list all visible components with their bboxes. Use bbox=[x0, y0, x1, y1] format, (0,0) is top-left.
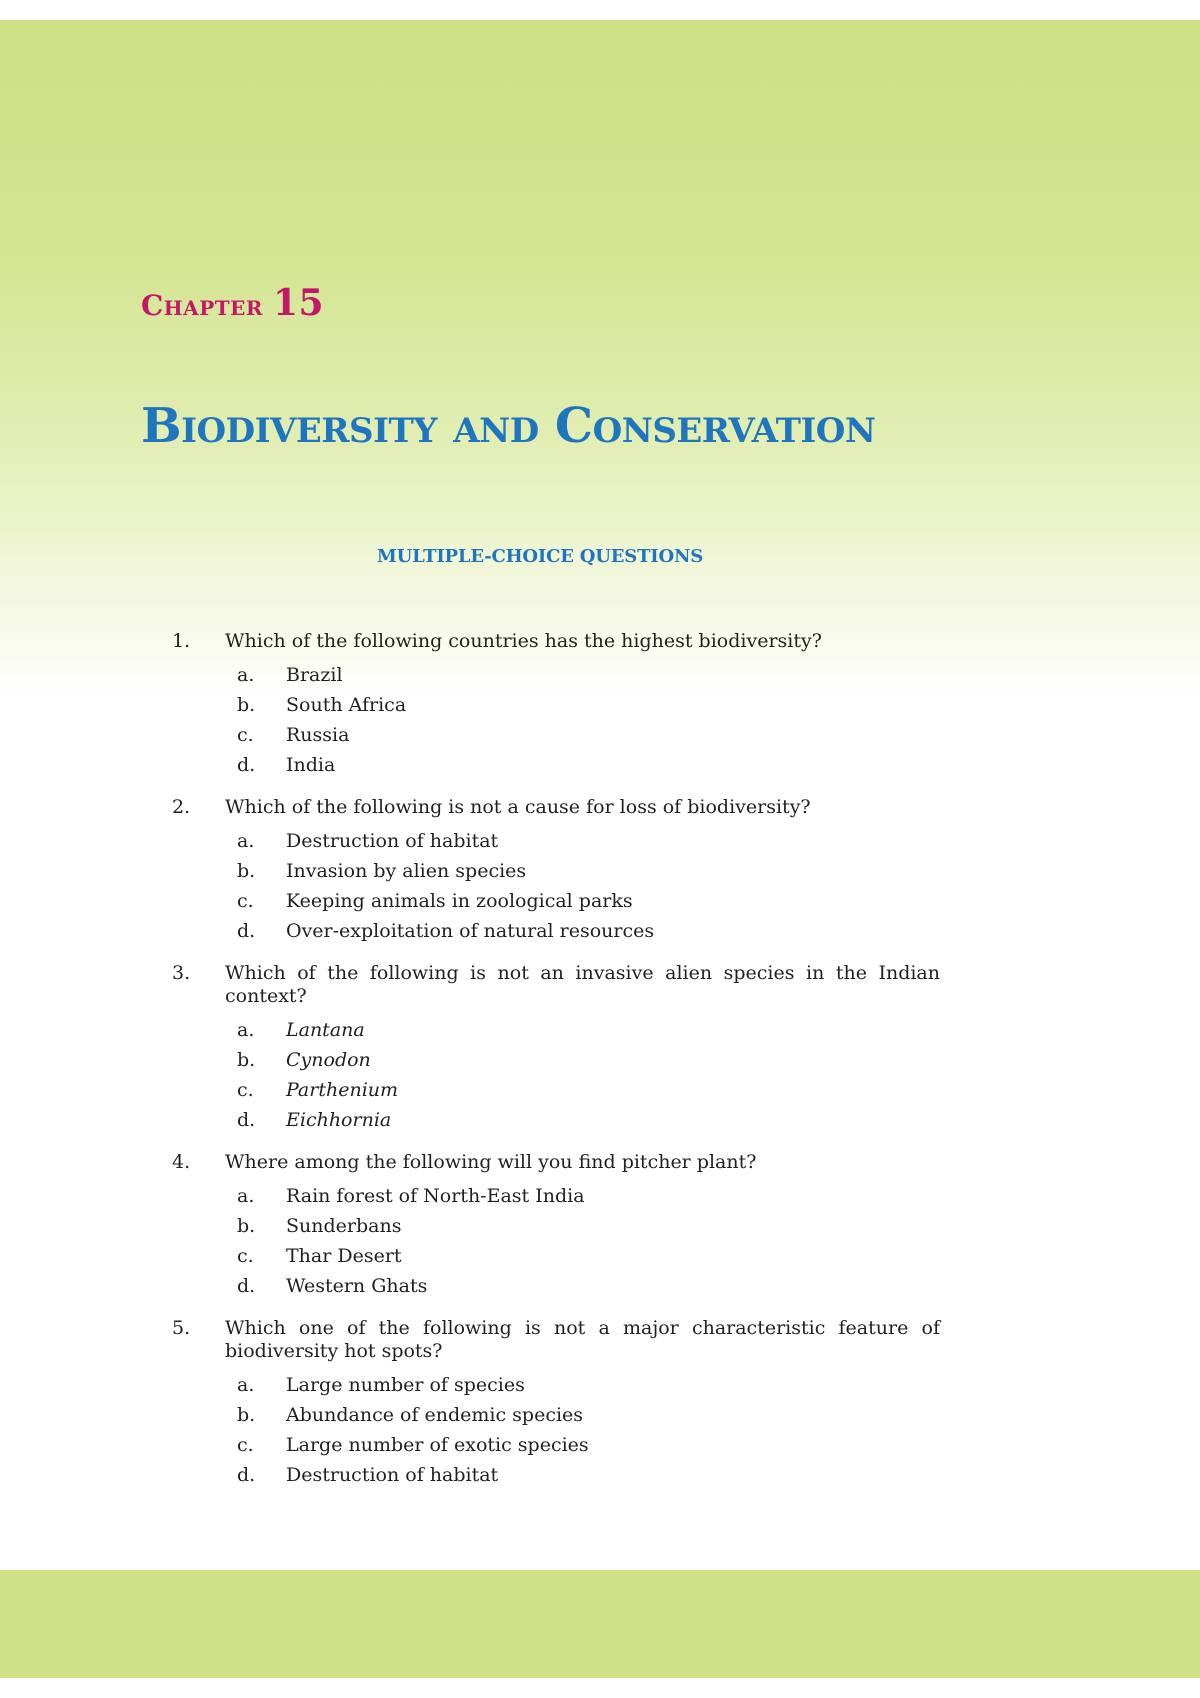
option-text: Thar Desert bbox=[286, 1245, 402, 1267]
option-item bbox=[172, 1045, 940, 1075]
option-text: Destruction of habitat bbox=[286, 1464, 499, 1486]
option-text: Destruction of habitat bbox=[286, 830, 499, 852]
question-text: Which of the following is not an invasive alien species in the Indian context? bbox=[225, 962, 940, 1007]
question-number: 1. bbox=[172, 630, 191, 652]
option-text: Large number of species bbox=[286, 1374, 525, 1396]
option-text: Parthenium bbox=[286, 1079, 399, 1101]
option-item bbox=[172, 1430, 940, 1460]
option-letter: c. bbox=[237, 1245, 254, 1267]
chapter-label-text: Chapter bbox=[141, 289, 263, 322]
option-text: Keeping animals in zoological parks bbox=[286, 890, 633, 912]
section-heading: MULTIPLE-CHOICE QUESTIONS bbox=[376, 546, 704, 567]
option-letter: a. bbox=[237, 1185, 255, 1207]
option-item bbox=[172, 1211, 940, 1241]
question-1 bbox=[172, 630, 940, 780]
option-letter: b. bbox=[237, 1215, 256, 1237]
option-letter: b. bbox=[237, 860, 256, 882]
option-item bbox=[172, 1105, 940, 1135]
option-item bbox=[172, 916, 940, 946]
option-letter: d. bbox=[237, 1464, 256, 1486]
question-text: Which of the following countries has the highest biodiversity? bbox=[225, 630, 822, 652]
option-text: India bbox=[286, 754, 336, 776]
option-list bbox=[172, 1015, 940, 1135]
option-list bbox=[172, 660, 940, 780]
option-text: Large number of exotic species bbox=[286, 1434, 589, 1456]
option-item bbox=[172, 1400, 940, 1430]
chapter-label bbox=[141, 282, 324, 324]
option-text: Eichhornia bbox=[286, 1109, 392, 1131]
question-number: 4. bbox=[172, 1151, 191, 1173]
option-item bbox=[172, 856, 940, 886]
question-text: Where among the following will you find pitcher plant? bbox=[225, 1151, 757, 1173]
chapter-title: Biodiversity and Conservation bbox=[141, 398, 876, 454]
option-item bbox=[172, 1370, 940, 1400]
footer-band bbox=[0, 1570, 1200, 1678]
option-letter: c. bbox=[237, 890, 254, 912]
option-text: South Africa bbox=[286, 694, 407, 716]
question-number: 3. bbox=[172, 962, 191, 984]
option-item bbox=[172, 826, 940, 856]
option-item bbox=[172, 1271, 940, 1301]
question-number: 2. bbox=[172, 796, 191, 818]
option-letter: b. bbox=[237, 694, 256, 716]
option-letter: c. bbox=[237, 1079, 254, 1101]
option-text: Western Ghats bbox=[286, 1275, 428, 1297]
option-item bbox=[172, 1075, 940, 1105]
question-list bbox=[172, 630, 940, 1506]
option-item bbox=[172, 1181, 940, 1211]
option-text: Rain forest of North-East India bbox=[286, 1185, 585, 1207]
option-item bbox=[172, 1460, 940, 1490]
option-text: Brazil bbox=[286, 664, 343, 686]
option-letter: b. bbox=[237, 1404, 256, 1426]
option-item bbox=[172, 750, 940, 780]
option-letter: c. bbox=[237, 724, 254, 746]
option-letter: d. bbox=[237, 1275, 256, 1297]
option-letter: a. bbox=[237, 830, 255, 852]
option-item bbox=[172, 690, 940, 720]
option-item bbox=[172, 1241, 940, 1271]
option-item bbox=[172, 720, 940, 750]
question-4 bbox=[172, 1151, 940, 1301]
option-letter: d. bbox=[237, 754, 256, 776]
question-text: Which of the following is not a cause for loss of biodiversity? bbox=[225, 796, 811, 818]
option-list bbox=[172, 826, 940, 946]
option-item bbox=[172, 660, 940, 690]
option-text: Over-exploitation of natural resources bbox=[286, 920, 655, 942]
option-letter: b. bbox=[237, 1049, 256, 1071]
option-item bbox=[172, 886, 940, 916]
option-list bbox=[172, 1181, 940, 1301]
option-text: Sunderbans bbox=[286, 1215, 402, 1237]
option-item bbox=[172, 1015, 940, 1045]
chapter-number: 15 bbox=[273, 282, 325, 324]
option-letter: a. bbox=[237, 664, 255, 686]
option-text: Lantana bbox=[286, 1019, 365, 1041]
question-3 bbox=[172, 962, 940, 1135]
question-text: Which one of the following is not a major characteristic feature of biodiversity hot spots? bbox=[225, 1317, 940, 1362]
option-list bbox=[172, 1370, 940, 1490]
option-letter: d. bbox=[237, 1109, 256, 1131]
option-letter: c. bbox=[237, 1434, 254, 1456]
option-text: Abundance of endemic species bbox=[286, 1404, 584, 1426]
option-letter: a. bbox=[237, 1374, 255, 1396]
option-text: Invasion by alien species bbox=[286, 860, 527, 882]
option-letter: d. bbox=[237, 920, 256, 942]
question-5 bbox=[172, 1317, 940, 1490]
option-text: Russia bbox=[286, 724, 350, 746]
option-letter: a. bbox=[237, 1019, 255, 1041]
question-2 bbox=[172, 796, 940, 946]
option-text: Cynodon bbox=[286, 1049, 371, 1071]
question-number: 5. bbox=[172, 1317, 191, 1339]
